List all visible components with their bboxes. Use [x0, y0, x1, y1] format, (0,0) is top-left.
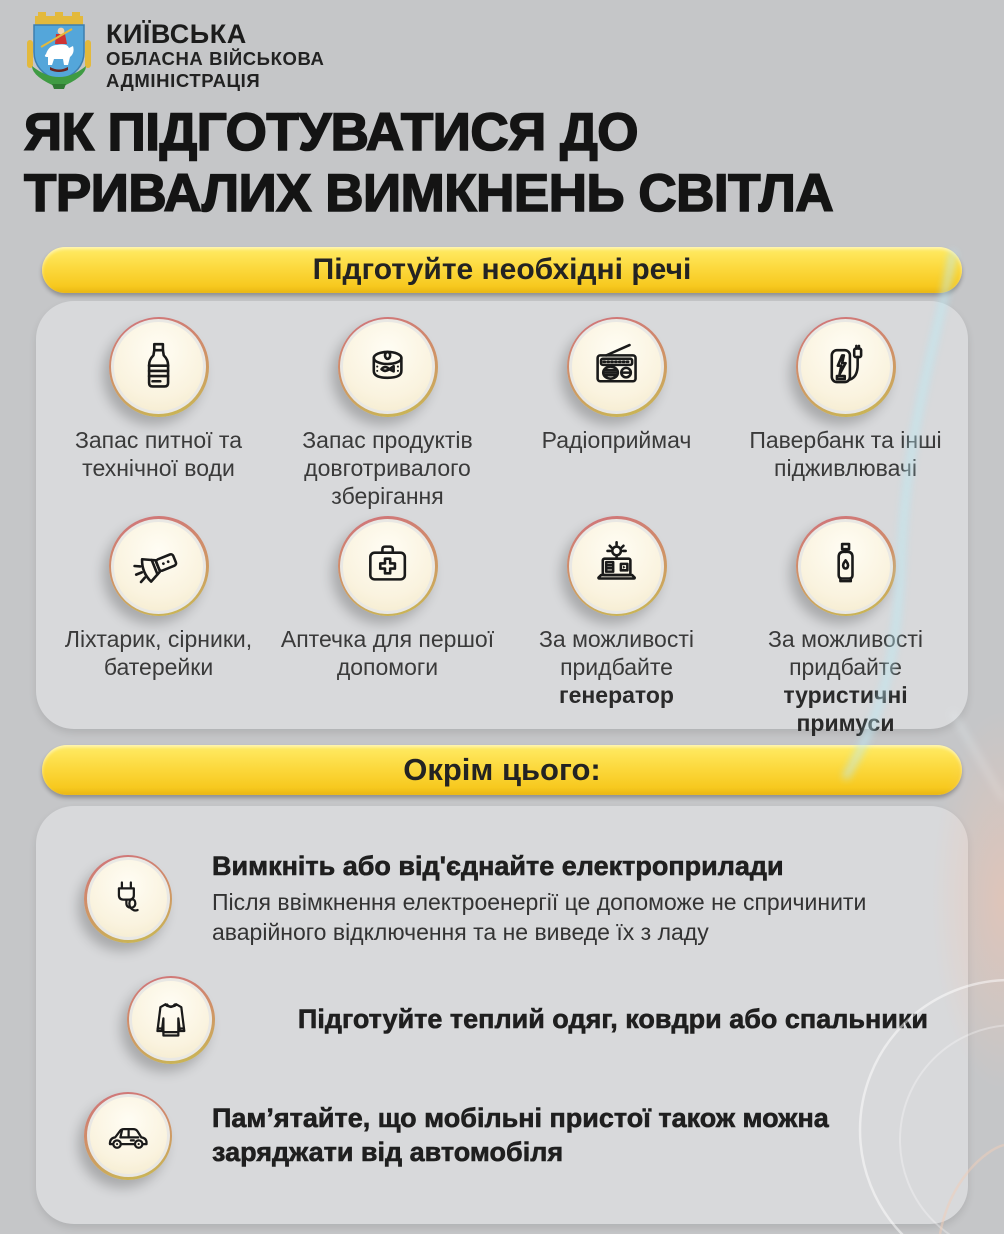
supply-label: Павербанк та інші підживлювачі	[749, 426, 942, 481]
supply-label-text: За можливості придбайте	[768, 626, 923, 681]
org-name-line2: ОБЛАСНА ВІЙСЬКОВА	[106, 48, 325, 70]
header	[0, 0, 1004, 92]
page-title-line2: ТРИВАЛИХ ВИМКНЕНЬ СВІТЛА	[24, 164, 834, 224]
besides-card	[36, 806, 968, 1224]
water-bottle-icon	[109, 317, 209, 417]
sweater-icon	[127, 976, 215, 1064]
besides-banner: Окрім цього:	[42, 745, 962, 795]
page-title-line1: ЯК ПІДГОТУВАТИСЯ ДО	[24, 103, 638, 162]
supply-item-flashlight	[44, 516, 273, 737]
supply-item-water	[44, 317, 273, 510]
supply-item-first-aid	[273, 516, 502, 737]
prepare-banner: Підготуйте необхідні речі	[42, 247, 962, 293]
generator-icon	[567, 516, 667, 616]
supply-item-gas-stove	[731, 516, 960, 737]
supply-item-canned-food	[273, 317, 502, 510]
besides-title: Підготуйте теплий одяг, ковдри або спальники	[297, 1003, 928, 1034]
supply-item-radio	[502, 317, 731, 510]
kyiv-oblast-coat-of-arms-icon	[26, 10, 92, 90]
besides-item-unplug	[84, 850, 928, 948]
besides-text	[298, 1003, 928, 1037]
besides-body: Після ввімкнення електроенергії це допоможе не спричинити аварійного відключення та не виведе їх з ладу	[212, 888, 867, 945]
besides-item-warm-clothes	[84, 976, 928, 1064]
flashlight-icon	[109, 516, 209, 616]
gas-cylinder-icon	[796, 516, 896, 616]
org-name-line1: КИЇВСЬКА	[106, 19, 247, 49]
org-name-line3: АДМІНІСТРАЦІЯ	[106, 70, 261, 92]
supply-item-powerbank	[731, 317, 960, 510]
supply-label: Запас продуктів довготривалого зберігання	[302, 426, 473, 510]
page-title	[24, 102, 982, 225]
supply-label: Ліхтарик, сірники, батерейки	[64, 626, 253, 681]
besides-text	[212, 1102, 928, 1170]
supply-label	[735, 625, 956, 737]
supply-label: Запас питної та технічної води	[75, 426, 242, 481]
first-aid-kit-icon	[338, 516, 438, 616]
besides-text	[212, 850, 928, 948]
powerbank-icon	[796, 317, 896, 417]
supply-label-bold: туристичні примуси	[783, 682, 908, 737]
supplies-card	[36, 301, 968, 737]
power-plug-icon	[84, 855, 172, 943]
supply-item-generator	[502, 516, 731, 737]
besides-title: Пам’ятайте, що мобільні пристої також можна заряджати від автомобіля	[212, 1103, 829, 1167]
canned-food-icon	[338, 317, 438, 417]
car-icon	[84, 1092, 172, 1180]
supply-label-bold: генератор	[559, 682, 674, 709]
radio-icon	[567, 317, 667, 417]
supply-label: Аптечка для першої допомоги	[280, 626, 495, 681]
supply-label: Радіоприймач	[541, 426, 692, 453]
supply-label-text: За можливості придбайте	[539, 626, 694, 681]
besides-title: Вимкніть або від'єднайте електроприлади	[212, 851, 784, 882]
org-name	[106, 10, 324, 92]
besides-item-car-charge	[84, 1092, 928, 1180]
supply-label	[506, 625, 727, 709]
